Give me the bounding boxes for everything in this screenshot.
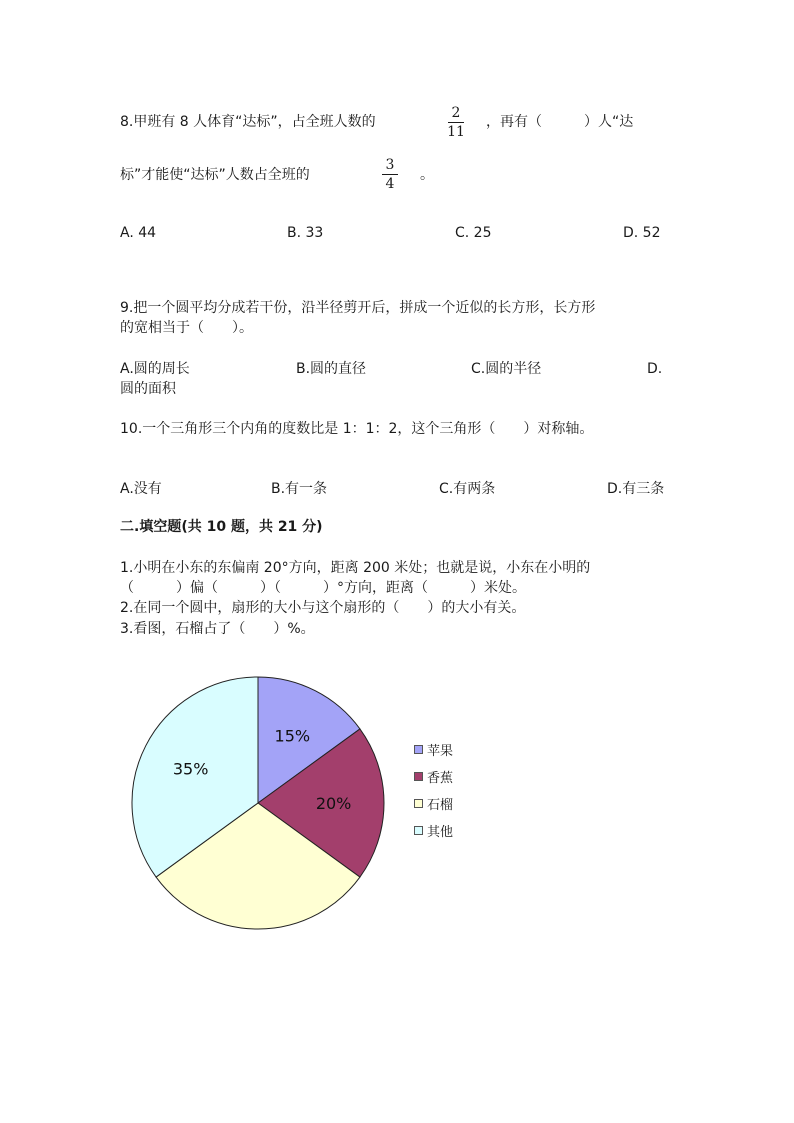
q9-option-d-continued: 圆的面积 [120, 381, 176, 397]
legend-swatch [414, 772, 423, 781]
q8-option-a: A. 44 [120, 225, 157, 241]
legend-label: 苹果 [427, 744, 454, 759]
fraction-denominator: 4 [385, 176, 395, 192]
q9-line-1: 9.把一个圆平均分成若干份，沿半径剪开后，拼成一个近似的长方形，长方形 [120, 300, 596, 316]
fraction-numerator: 3 [385, 157, 395, 173]
fill-q1-line-2: （ ）偏（ ）（ ）°方向，距离（ ）米处。 [120, 580, 526, 596]
q10-option-a: A.没有 [120, 481, 162, 497]
legend-swatch [414, 799, 423, 808]
q10-line-1: 10.一个三角形三个内角的度数比是 1：1：2，这个三角形（ ）对称轴。 [120, 421, 594, 437]
fraction-denominator: 11 [447, 124, 465, 140]
q8-fraction-2 [378, 157, 402, 192]
legend-label: 其他 [427, 825, 454, 840]
q10-option-c: C.有两条 [439, 481, 496, 497]
q8-text-c: 标”才能使“达标”人数占全班的 [120, 167, 310, 183]
fraction-numerator: 2 [451, 105, 461, 121]
pie-slice-label: 35% [172, 759, 209, 779]
legend-item [414, 771, 453, 787]
legend-swatch [414, 826, 423, 835]
q10-option-d: D.有三条 [607, 481, 665, 497]
fill-q1-line-1: 1.小明在小东的东偏南 20°方向，距离 200 米处；也就是说，小东在小明的 [120, 560, 591, 576]
q9-option-a: A.圆的周长 [120, 361, 190, 377]
q8-text-a: 8.甲班有 8 人体育“达标”，占全班人数的 [120, 114, 376, 130]
q9-option-c: C.圆的半径 [471, 361, 542, 377]
fill-q2: 2.在同一个圆中，扇形的大小与这个扇形的（ ）的大小有关。 [120, 600, 526, 616]
q8-option-d: D. 52 [623, 225, 661, 241]
q9-option-d: D. [647, 361, 663, 377]
legend-label: 香蕉 [427, 771, 454, 786]
fraction-bar [448, 122, 464, 123]
legend-label: 石榴 [427, 798, 454, 813]
legend-item [414, 798, 453, 814]
legend-item [414, 825, 453, 841]
pie-slice-label: 20% [315, 794, 352, 813]
q8-option-b: B. 33 [287, 225, 324, 241]
q8-fraction-1 [444, 105, 468, 140]
q9-line-2: 的宽相当于（ ）。 [120, 320, 253, 336]
q8-text-d: 。 [420, 167, 434, 183]
section-title: 二.填空题(共 10 题，共 21 分) [120, 519, 323, 535]
fill-q3: 3.看图，石榴占了（ ）%。 [120, 621, 315, 637]
pie-slice-label: 15% [274, 726, 311, 746]
q8-option-c: C. 25 [455, 225, 492, 241]
q8-text-b: ，再有（ ）人“达 [486, 114, 634, 130]
legend-item [414, 744, 453, 760]
q9-option-b: B.圆的直径 [296, 361, 367, 377]
fraction-bar [382, 174, 398, 175]
q10-option-b: B.有一条 [271, 481, 328, 497]
legend-swatch [414, 745, 423, 754]
